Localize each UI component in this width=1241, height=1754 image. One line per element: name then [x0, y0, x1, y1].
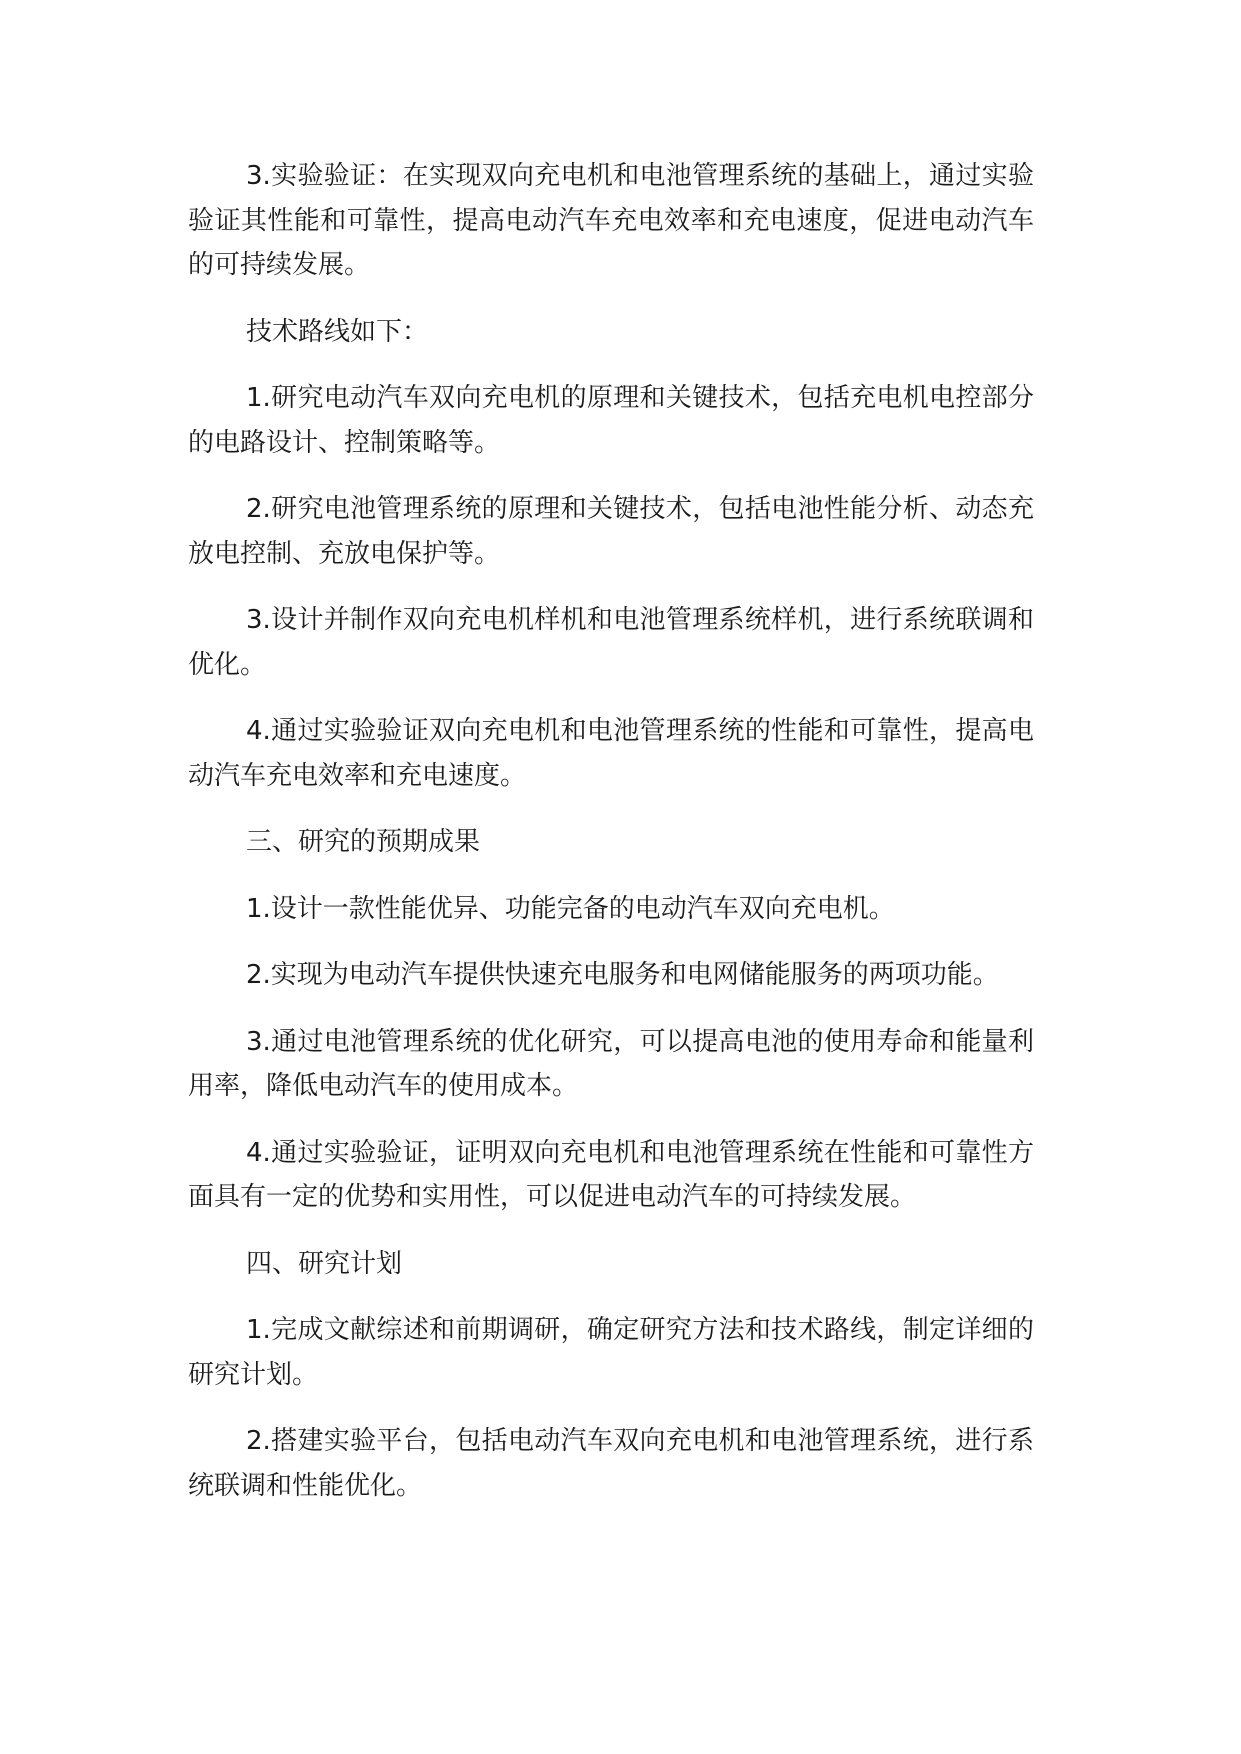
paragraph-result-4: 4.通过实验验证，证明双向充电机和电池管理系统在性能和可靠性方面具有一定的优势和实用性，可以促进电动汽车的可持续发展。 [188, 1137, 1034, 1212]
paragraph-result-2: 2.实现为电动汽车提供快速充电服务和电网储能服务的两项功能。 [246, 960, 999, 990]
document-body [188, 154, 1034, 1530]
paragraph-result-3: 3.通过电池管理系统的优化研究，可以提高电池的使用寿命和能量利用率，降低电动汽车的使用成本。 [188, 1026, 1034, 1101]
paragraph-technical-route-heading: 技术路线如下： [246, 316, 429, 347]
paragraph-plan-2: 2.搭建实验平台，包括电动汽车双向充电机和电池管理系统，进行系统联调和性能优化。 [188, 1426, 1034, 1501]
paragraph-plan-1: 1.完成文献综述和前期调研，确定研究方法和技术路线，制定详细的研究计划。 [188, 1315, 1034, 1390]
paragraph-experiment-verification: 3.实验验证：在实现双向充电机和电池管理系统的基础上，通过实验验证其性能和可靠性，提高电动汽车充电效率和充电速度，促进电动汽车的可持续发展。 [188, 161, 1034, 280]
paragraph-result-1: 1.设计一款性能优异、功能完备的电动汽车双向充电机。 [246, 893, 895, 924]
paragraph-route-step-1: 1.研究电动汽车双向充电机的原理和关键技术，包括充电机电控部分的电路设计、控制策略等。 [188, 383, 1034, 458]
section-heading-research-plan: 四、研究计划 [246, 1248, 403, 1279]
paragraph-route-step-3: 3.设计并制作双向充电机样机和电池管理系统样机，进行系统联调和优化。 [188, 605, 1034, 680]
paragraph-route-step-4: 4.通过实验验证双向充电机和电池管理系统的性能和可靠性，提高电动汽车充电效率和充电速度。 [188, 716, 1034, 791]
paragraph-route-step-2: 2.研究电池管理系统的原理和关键技术，包括电池性能分析、动态充放电控制、充放电保护等。 [188, 494, 1034, 569]
section-heading-expected-results: 三、研究的预期成果 [246, 827, 481, 857]
